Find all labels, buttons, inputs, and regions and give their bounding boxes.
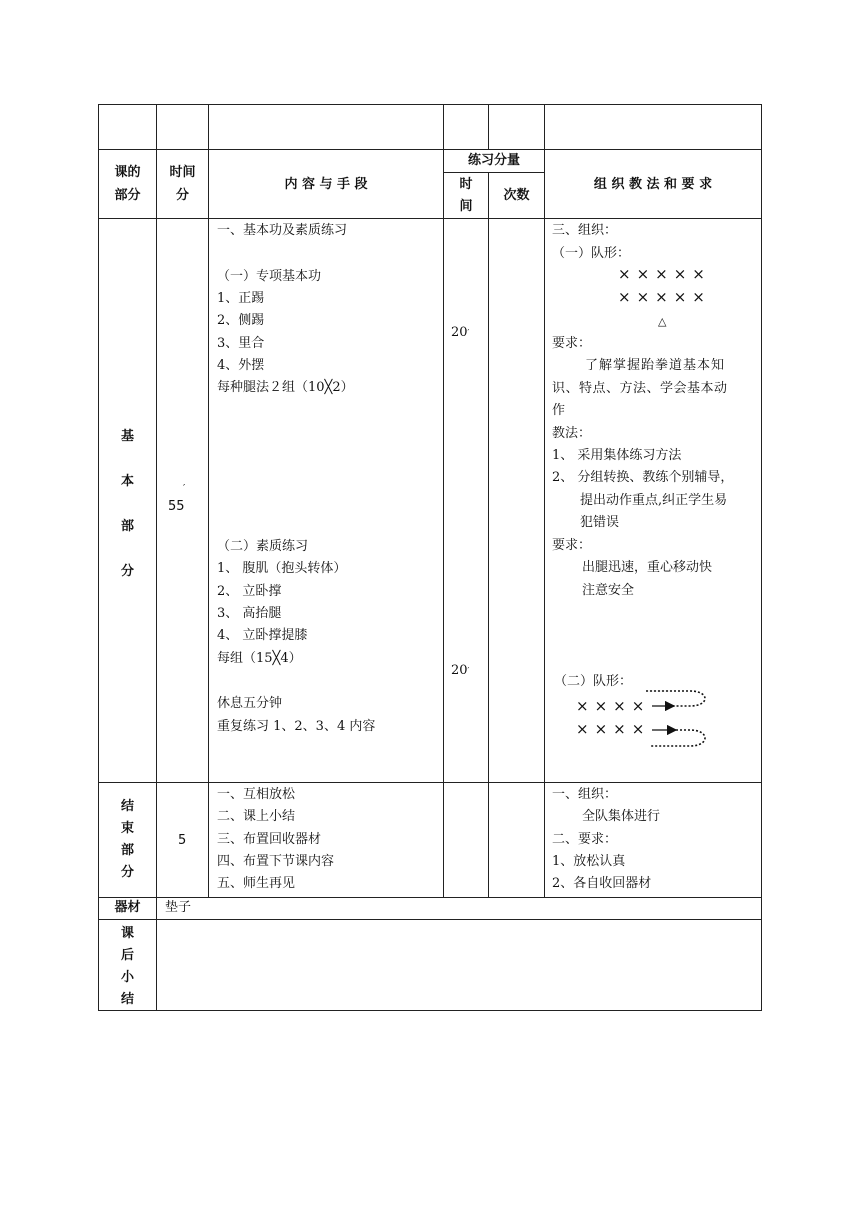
content-line: 每种腿法２组（10╳2） [217, 380, 354, 395]
end-content-line: 一、互相放松 [217, 787, 296, 802]
end-method-line: 二、要求： [552, 832, 618, 847]
summary-char: 后 [120, 948, 134, 963]
end-part-char: 部 [120, 843, 134, 858]
rule [98, 1010, 762, 1011]
method-line: 注意安全 [582, 583, 635, 598]
content-line: 4、外摆 [217, 358, 265, 373]
equipment-label: 器材 [114, 900, 141, 915]
method-line: 了解掌握跆拳道基本知 [585, 358, 726, 373]
rule [98, 782, 762, 783]
basic-part-char: 本 [120, 474, 134, 489]
rotation-arrows-icon [640, 686, 712, 752]
method-line: 作 [552, 403, 566, 418]
end-time: 5 [178, 833, 187, 848]
method-line: 提出动作重点,纠正学生易 [580, 493, 728, 508]
basic-part-label [99, 425, 156, 605]
header-time-line2: 分 [175, 188, 189, 203]
method-line: 出腿迅速，重心移动快 [582, 560, 713, 575]
method-line: （二）队形： [554, 674, 633, 689]
content-line: 重复练习 1、2、3、4 内容 [217, 719, 376, 734]
content-line: 2、侧踢 [217, 313, 265, 328]
method-line: 教法： [552, 426, 592, 441]
load-time-1: 20′ [451, 325, 470, 340]
end-part-char: 分 [120, 865, 134, 880]
basic-time: 55 [168, 499, 185, 514]
end-part-char: 结 [120, 799, 134, 814]
content-line: 1、 腹肌（抱头转体） [217, 561, 347, 576]
rule [156, 104, 157, 1011]
method-line: 三、组织： [552, 223, 618, 238]
end-content-line: 二、课上小结 [217, 809, 296, 824]
equipment-value: 垫子 [165, 900, 192, 915]
end-method-line: 一、组织： [552, 787, 618, 802]
method-line: 1、 采用集体练习方法 [552, 448, 682, 463]
summary-char: 小 [120, 970, 134, 985]
basic-time-mark: ′ [183, 483, 186, 494]
summary-char: 课 [120, 926, 134, 941]
rule [544, 104, 545, 898]
summary-label [99, 922, 156, 1010]
rule [443, 172, 545, 173]
rule [98, 919, 762, 920]
header-load-time-line1: 时 [459, 177, 473, 192]
content-line: 3、 高抬腿 [217, 606, 282, 621]
method-line: （一）队形： [552, 246, 631, 261]
content-line: 3、里合 [217, 336, 265, 351]
header-part-line1: 课的 [114, 165, 141, 180]
method-line: 识、特点、方法、学会基本动 [552, 381, 728, 396]
content-line: 每组（15╳4） [217, 651, 302, 666]
content-line: （一）专项基本功 [217, 269, 322, 284]
rule [443, 149, 444, 898]
rule [98, 218, 762, 219]
rule [98, 897, 762, 898]
basic-part-char: 部 [120, 519, 134, 534]
header-time-line1: 时间 [169, 165, 196, 180]
end-content-line: 五、师生再见 [217, 876, 296, 891]
rule [761, 104, 762, 1011]
rule [488, 104, 489, 149]
header-load-count: 次数 [503, 188, 530, 203]
basic-part-char: 分 [120, 564, 134, 579]
formation-row: ××××× [618, 265, 711, 283]
basic-part-char: 基 [120, 429, 134, 444]
method-line: 要求： [552, 538, 592, 553]
header-part-line2: 部分 [114, 188, 141, 203]
end-part-char: 束 [120, 821, 134, 836]
content-line: 4、 立卧撑提膝 [217, 628, 308, 643]
end-part-label [99, 795, 156, 883]
method-line: 犯错误 [580, 515, 620, 530]
end-method-line: 1、放松认真 [552, 854, 626, 869]
header-content: 内 容 与 手 段 [284, 177, 368, 192]
formation-row: ×××× [576, 720, 651, 738]
content-line: 1、正踢 [217, 291, 265, 306]
end-content-line: 三、布置回收器材 [217, 832, 322, 847]
method-line: 2、 分组转换、教练个别辅导， [552, 470, 734, 485]
teacher-marker: △ [658, 315, 667, 328]
formation-row: ×××× [576, 697, 651, 715]
end-method-line: 全队集体进行 [582, 809, 661, 824]
summary-char: 结 [120, 992, 134, 1007]
content-line: 2、 立卧撑 [217, 584, 282, 599]
rule [98, 149, 762, 150]
content-line: 休息五分钟 [217, 696, 283, 711]
rule [443, 104, 444, 149]
rule [98, 104, 762, 105]
content-line: 一、基本功及素质练习 [217, 223, 348, 238]
content-line: （二）素质练习 [217, 539, 309, 554]
header-load: 练习分量 [467, 153, 520, 168]
end-content-line: 四、布置下节课内容 [217, 854, 335, 869]
method-line: 要求： [552, 336, 592, 351]
header-load-time-line2: 间 [459, 199, 473, 214]
load-time-2: 20′ [451, 663, 470, 678]
formation-row: ××××× [618, 288, 711, 306]
rule [488, 172, 489, 898]
header-method: 组 织 教 法 和 要 求 [593, 177, 713, 192]
rule [208, 104, 209, 898]
end-method-line: 2、各自收回器材 [552, 876, 652, 891]
